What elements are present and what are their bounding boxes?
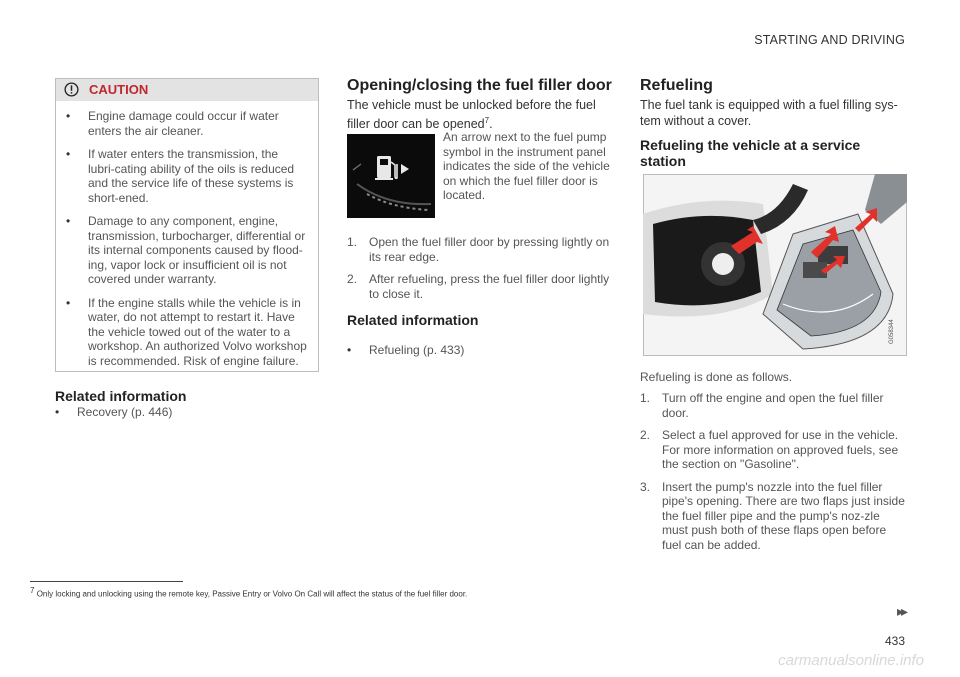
step-text: Select a fuel approved for use in the vehicle. For more information on approved fuels, see the section on "Gasoline". [662,428,899,471]
related-link-recovery[interactable]: • Recovery (p. 446) [55,405,337,419]
step-text: Insert the pump's nozzle into the fuel filler pipe's opening. There are two flaps just inside the fuel filler pipe and the pump's noz-zle must push both of these flaps open before fuel can be added. [662,479,905,552]
footnote-divider [30,581,183,582]
footnote-text: Only locking and unlocking using the remote key, Passive Entry or Volvo On Call will affect the status of the fuel filler door. [36,589,468,599]
footnote [30,586,467,599]
watermark: carmanualsonline.info [778,652,924,669]
caution-header [56,79,318,101]
caution-item: • If water enters the transmission, the lubri-cating ability of the oils is reduced and the service life of these systems is short-ened. [66,147,308,205]
caution-item: • Damage to any component, engine, transmission, turbocharger, differential or its internal components caused by flood-ing, vapor lock or insufficient oil is not covered under warranty. [66,214,308,287]
step-number: 2. [347,272,358,286]
step-number: 1. [347,235,358,249]
fuel-door-steps [347,235,612,309]
fuel-gauge-image [347,134,435,218]
related-info-title: Related information [55,388,187,404]
page-number: 433 [884,634,905,648]
step-number: 3. [640,479,651,494]
caution-list [56,101,318,368]
fuel-gauge-caption: An arrow next to the fuel pump symbol in the instrument panel indicates the side of the vehicle on which the fuel filler door is located. [443,130,610,202]
next-page-arrows-icon[interactable]: ▸▸ [896,603,905,619]
step-number: 2. [640,428,651,442]
step-text: Open the fuel filler door by pressing lightly on its rear edge. [369,235,610,264]
refueling-intro: Refueling is done as follows. [640,370,793,384]
footnote-number: 7 [30,586,35,595]
step-text: After refueling, press the fuel filler door lightly to close it. [369,272,610,301]
refueling-subtitle: Refueling the vehicle at a service station [640,137,861,169]
caution-title: CAUTION [89,82,149,97]
section-title-refueling: Refueling [640,77,713,94]
fuel-filler-image [643,174,907,356]
step-text: Turn off the engine and open the fuel filler door. [662,391,884,420]
footnote-ref[interactable]: 7 [484,116,490,125]
step-number: 1. [640,391,651,405]
image-code: G058344 [889,319,895,344]
fuel-door-lead-text: The vehicle must be unlocked before the fuel filler door can be opened [347,98,596,132]
step-item [347,235,612,264]
fuel-door-lead: The vehicle must be unlocked before the fuel filler door can be opened$^7$. [347,98,596,132]
running-header: STARTING AND DRIVING [754,33,905,47]
step-item [640,428,905,472]
step-item [640,480,905,553]
refueling-lead: The fuel tank is equipped with a fuel filling sys-tem without a cover. [640,98,898,128]
related-link-refueling[interactable]: • Refueling (p. 433) [347,343,629,357]
caution-box [55,78,319,372]
caution-item: • If the engine stalls while the vehicle is in water, do not attempt to restart it. Have the vehicle towed out of the water to a workshop. An authorized Volvo workshop is recommended. Risk of engine failure. [66,296,308,369]
step-item [347,272,612,301]
step-item [640,391,905,420]
caution-icon [64,82,79,97]
section-title-fuel-door: Opening/closing the fuel filler door [347,77,612,94]
caution-item: • Engine damage could occur if water enters the air cleaner. [66,109,308,138]
refueling-steps [640,391,905,560]
related-info-title: Related information [347,312,479,328]
